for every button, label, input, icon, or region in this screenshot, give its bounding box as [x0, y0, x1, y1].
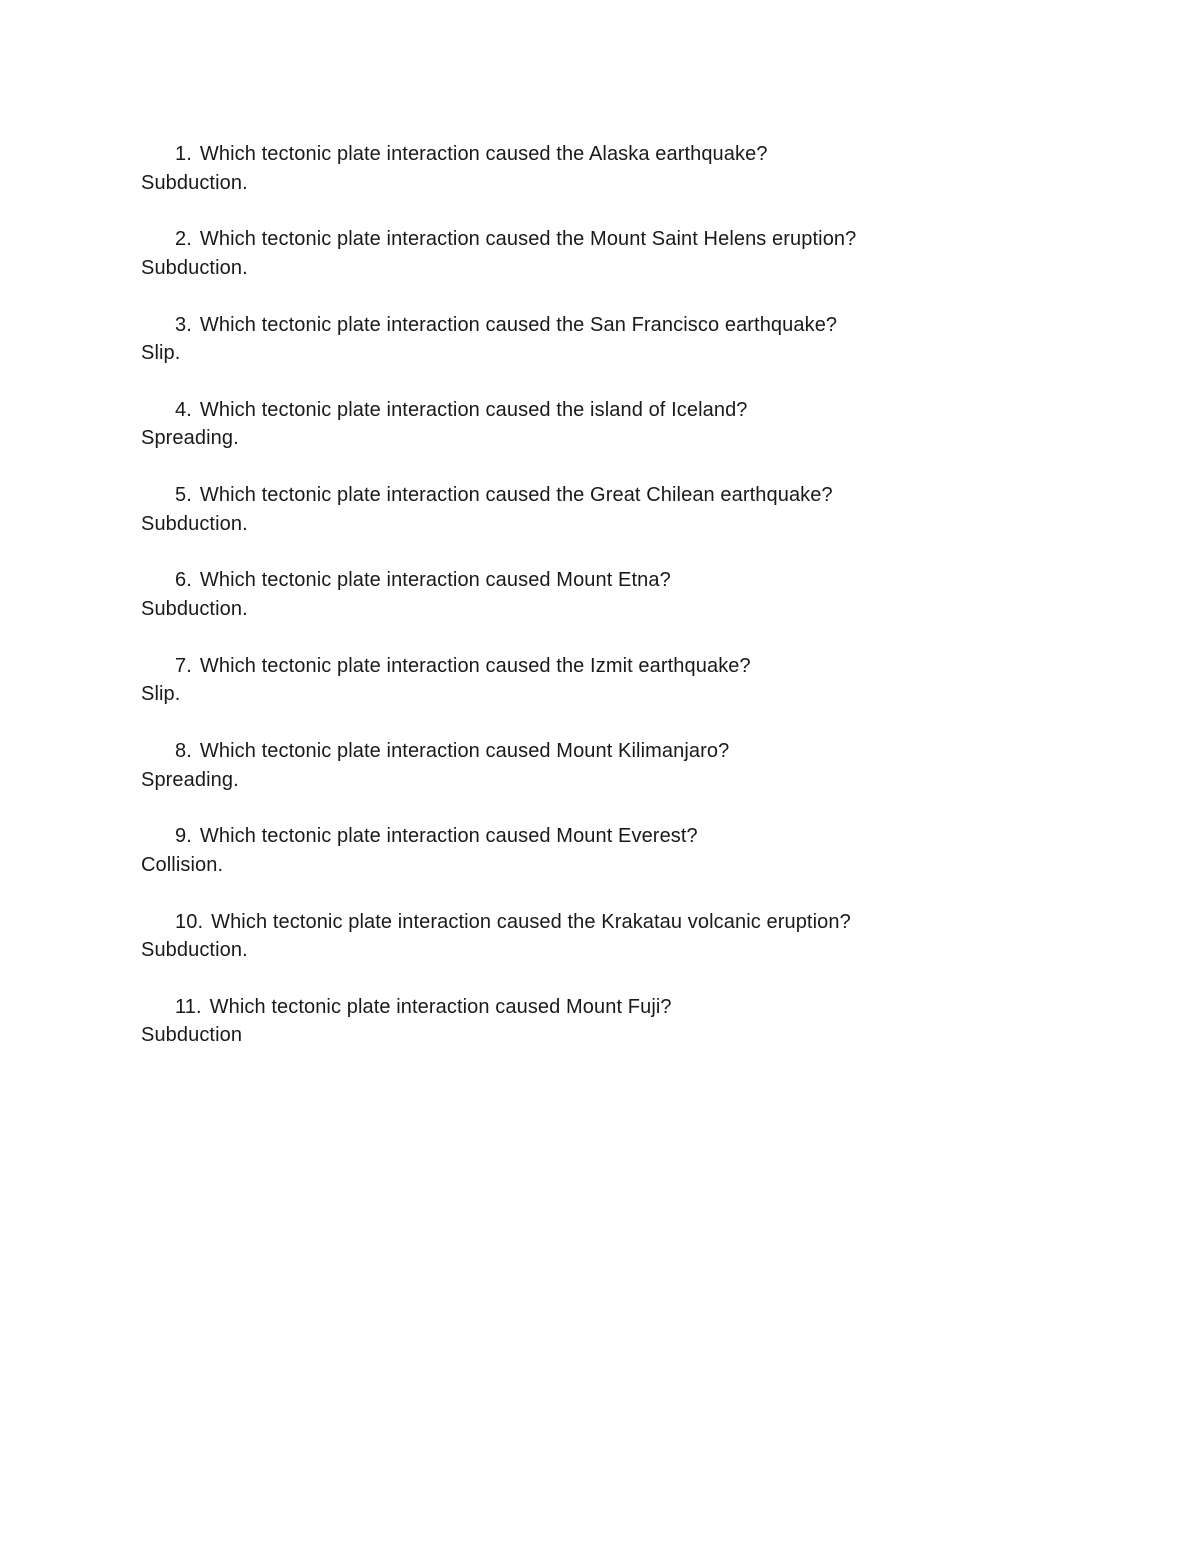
list-item — [141, 908, 1101, 993]
question-text: Which tectonic plate interaction caused Mount Fuji? — [209, 995, 672, 1018]
answer-text: Spreading. — [141, 768, 239, 791]
answer-text: Subduction. — [141, 171, 248, 194]
question-text: Which tectonic plate interaction caused the Great Chilean earthquake? — [199, 484, 833, 507]
answer-text: Spreading. — [141, 427, 239, 450]
question-number: 7. — [175, 654, 192, 677]
answer-text: Collision. — [141, 853, 224, 876]
question-text: Which tectonic plate interaction caused the Alaska earthquake? — [199, 143, 768, 165]
list-item — [141, 566, 1101, 651]
question-number: 4. — [175, 398, 192, 421]
question-text: Which tectonic plate interaction caused Mount Kilimanjaro? — [199, 740, 730, 763]
list-item — [141, 225, 1101, 310]
question-line — [141, 566, 1101, 595]
list-item — [141, 311, 1101, 396]
question-line — [141, 652, 1101, 681]
list-item — [141, 993, 1101, 1078]
question-text: Which tectonic plate interaction caused the Izmit earthquake? — [199, 654, 751, 677]
answer-text: Slip. — [141, 342, 181, 365]
list-item — [141, 652, 1101, 737]
question-line — [141, 311, 1101, 340]
question-line — [141, 396, 1101, 425]
question-text: Which tectonic plate interaction caused the island of Iceland? — [199, 398, 748, 421]
list-item — [141, 481, 1101, 566]
question-text: Which tectonic plate interaction caused the Krakatau volcanic eruption? — [211, 910, 851, 933]
answer-text: Slip. — [141, 683, 181, 706]
question-list — [141, 140, 1101, 1078]
question-line — [141, 140, 1101, 169]
question-number: 1. — [175, 143, 192, 165]
question-text: Which tectonic plate interaction caused the San Francisco earthquake? — [199, 313, 838, 336]
answer-text: Subduction. — [141, 939, 248, 962]
answer-text: Subduction. — [141, 256, 248, 279]
question-text: Which tectonic plate interaction caused Mount Etna? — [199, 569, 671, 592]
question-text: Which tectonic plate interaction caused Mount Everest? — [199, 825, 698, 848]
list-item — [141, 140, 1101, 225]
question-number: 2. — [175, 228, 192, 251]
question-number: 8. — [175, 740, 192, 763]
question-line — [141, 737, 1101, 766]
answer-text: Subduction. — [141, 512, 248, 535]
question-number: 9. — [175, 825, 192, 848]
answer-text: Subduction. — [141, 597, 248, 620]
list-item — [141, 822, 1101, 907]
list-item — [141, 737, 1101, 822]
question-number: 6. — [175, 569, 192, 592]
question-number: 11. — [175, 995, 202, 1018]
question-line — [141, 822, 1101, 851]
question-line — [141, 481, 1101, 510]
answer-text: Subduction — [141, 1024, 243, 1047]
question-text: Which tectonic plate interaction caused the Mount Saint Helens eruption? — [199, 228, 857, 251]
question-line — [141, 993, 1101, 1022]
question-line — [141, 908, 1101, 937]
question-line — [141, 225, 1101, 254]
question-number: 3. — [175, 313, 192, 336]
question-number: 5. — [175, 484, 192, 507]
question-number: 10. — [175, 910, 204, 933]
list-item — [141, 396, 1101, 481]
